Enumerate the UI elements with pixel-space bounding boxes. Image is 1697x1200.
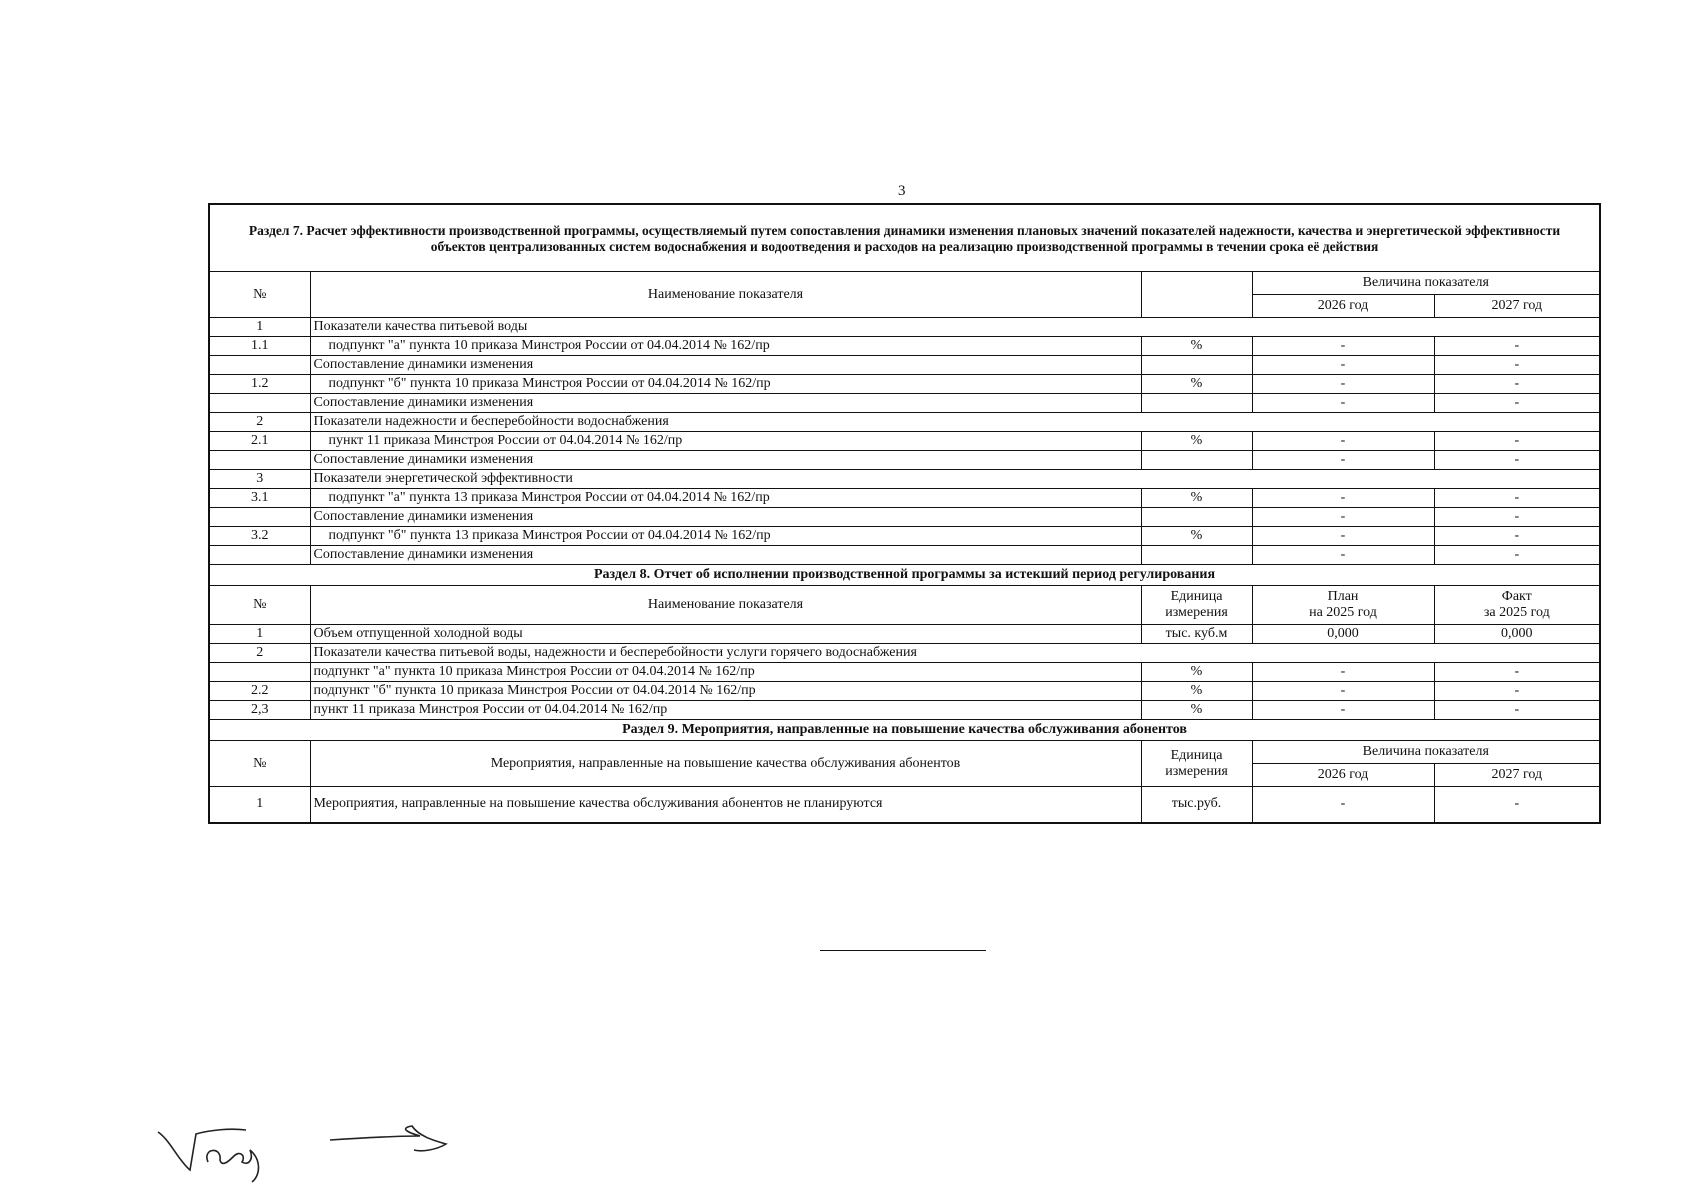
row-value-1: - [1252,375,1434,394]
row-value-2: - [1434,432,1600,451]
row-value-2: - [1434,527,1600,546]
table-row [209,432,1600,451]
section9-header-value: Величина показателя [1252,741,1600,764]
page-number: 3 [898,183,906,199]
row-value-1: - [1252,432,1434,451]
row-value-1: - [1252,356,1434,375]
table-row [209,701,1600,720]
section7-header-name: Наименование показателя [310,272,1141,318]
row-value-2: - [1434,489,1600,508]
row-value-1: - [1252,546,1434,565]
row-value-2: - [1434,682,1600,701]
row-value-1: - [1252,451,1434,470]
row-number: 1.1 [209,337,310,356]
row-number: 2 [209,413,310,432]
row-unit [1141,394,1252,413]
section8-header-fact-line2: за 2025 год [1483,605,1550,620]
row-value-2: - [1434,356,1600,375]
table-row [209,546,1600,565]
row-value-1: - [1252,337,1434,356]
row-unit: % [1141,375,1252,394]
row-name: Показатели качества питьевой воды, надежности и бесперебойности услуги горячего водоснабжения [310,644,1600,663]
section8-header-unit [1141,586,1252,625]
table-row [209,413,1600,432]
row-value-2: - [1434,787,1600,823]
row-name: Сопоставление динамики изменения [310,508,1141,527]
handwritten-signature [150,1110,470,1190]
report-table [208,203,1601,824]
section8-title: Раздел 8. Отчет об исполнении производственной программы за истекший период регулирования [209,565,1600,586]
section9-header-year2: 2027 год [1434,764,1600,787]
row-unit: % [1141,432,1252,451]
row-unit: тыс. куб.м [1141,625,1252,644]
row-unit: % [1141,682,1252,701]
section8-header-fact-line1: Факт [1501,589,1532,604]
row-number: 1 [209,787,310,823]
section8-header-unit-line1: Единица [1170,589,1223,604]
section9-rows [209,787,1600,823]
section8-rows [209,625,1600,720]
table-row [209,787,1600,823]
section8-header-unit-line2: измерения [1165,605,1228,620]
row-unit: % [1141,701,1252,720]
row-number: 3.1 [209,489,310,508]
row-name: Сопоставление динамики изменения [310,451,1141,470]
row-number: 2 [209,644,310,663]
section8-header-plan-line1: План [1327,589,1359,604]
row-name: Показатели энергетической эффективности [310,470,1600,489]
closing-line [820,950,986,951]
table-row [209,356,1600,375]
section9-header-year1: 2026 год [1252,764,1434,787]
table-row [209,682,1600,701]
row-name: подпункт "б" пункта 10 приказа Минстроя России от 04.04.2014 № 162/пр [310,375,1141,394]
row-value-2: 0,000 [1434,625,1600,644]
row-number: 1 [209,625,310,644]
row-number [209,546,310,565]
section8-header-num: № [209,586,310,625]
row-number [209,394,310,413]
row-unit: тыс.руб. [1141,787,1252,823]
section7-header-year2: 2027 год [1434,295,1600,318]
row-value-1: - [1252,701,1434,720]
row-name: подпункт "а" пункта 10 приказа Минстроя России от 04.04.2014 № 162/пр [310,663,1141,682]
row-value-1: - [1252,682,1434,701]
row-name: пункт 11 приказа Минстроя России от 04.04.2014 № 162/пр [310,432,1141,451]
section8-header-name: Наименование показателя [310,586,1141,625]
row-name: Сопоставление динамики изменения [310,356,1141,375]
row-value-2: - [1434,337,1600,356]
table-row [209,375,1600,394]
table-row [209,663,1600,682]
row-number: 1 [209,318,310,337]
row-value-1: 0,000 [1252,625,1434,644]
row-value-2: - [1434,451,1600,470]
table-row [209,337,1600,356]
row-number [209,356,310,375]
row-unit: % [1141,489,1252,508]
row-number [209,451,310,470]
row-unit [1141,508,1252,527]
row-value-2: - [1434,546,1600,565]
section9-header-name: Мероприятия, направленные на повышение качества обслуживания абонентов [310,741,1141,787]
row-name: пункт 11 приказа Минстроя России от 04.04.2014 № 162/пр [310,701,1141,720]
row-name: Показатели надежности и бесперебойности водоснабжения [310,413,1600,432]
section9-header-unit-line1: Единица [1170,747,1223,763]
row-name: Показатели качества питьевой воды [310,318,1600,337]
row-value-1: - [1252,663,1434,682]
section7-header-year1: 2026 год [1252,295,1434,318]
table-row [209,318,1600,337]
row-name: Сопоставление динамики изменения [310,546,1141,565]
row-value-2: - [1434,375,1600,394]
section7-header-value: Величина показателя [1252,272,1600,295]
section7-title: Раздел 7. Расчет эффективности производственной программы, осуществляемый путем сопоставления динамики изменения плановых значений показателей надежности, качества и энергетической эффективности объектов централизованных систем водоснабжения и водоотведения и расходов на реализацию производственной программы в течении срока её действия [209,204,1600,272]
table-row [209,489,1600,508]
table-row [209,508,1600,527]
section7-header-num: № [209,272,310,318]
row-number: 3.2 [209,527,310,546]
row-number: 2.1 [209,432,310,451]
row-number: 1.2 [209,375,310,394]
row-number: 2.2 [209,682,310,701]
table-row [209,470,1600,489]
row-value-1: - [1252,527,1434,546]
row-number: 2,3 [209,701,310,720]
section9-header-unit-line2: измерения [1165,763,1228,779]
row-unit [1141,451,1252,470]
row-value-2: - [1434,394,1600,413]
section9-header-unit [1141,741,1252,787]
table-row [209,394,1600,413]
section9-title: Раздел 9. Мероприятия, направленные на повышение качества обслуживания абонентов [209,720,1600,741]
row-name: подпункт "б" пункта 10 приказа Минстроя России от 04.04.2014 № 162/пр [310,682,1141,701]
row-number: 3 [209,470,310,489]
table-row [209,527,1600,546]
section9-header-num: № [209,741,310,787]
section8-header-plan-line2: на 2025 год [1309,605,1377,620]
row-value-2: - [1434,508,1600,527]
table-row [209,451,1600,470]
row-name: Объем отпущенной холодной воды [310,625,1141,644]
row-number [209,663,310,682]
row-unit: % [1141,663,1252,682]
section8-header-plan [1252,586,1434,625]
row-value-1: - [1252,489,1434,508]
row-value-1: - [1252,787,1434,823]
row-name: Сопоставление динамики изменения [310,394,1141,413]
row-unit: % [1141,527,1252,546]
table-row [209,644,1600,663]
row-value-1: - [1252,508,1434,527]
table-row [209,625,1600,644]
row-value-2: - [1434,663,1600,682]
row-unit: % [1141,337,1252,356]
section7-header-unit [1141,272,1252,318]
row-value-2: - [1434,701,1600,720]
row-number [209,508,310,527]
row-value-1: - [1252,394,1434,413]
row-unit [1141,356,1252,375]
row-unit [1141,546,1252,565]
section8-header-fact [1434,586,1600,625]
row-name: Мероприятия, направленные на повышение качества обслуживания абонентов не планируются [310,787,1141,823]
row-name: подпункт "а" пункта 13 приказа Минстроя России от 04.04.2014 № 162/пр [310,489,1141,508]
row-name: подпункт "а" пункта 10 приказа Минстроя России от 04.04.2014 № 162/пр [310,337,1141,356]
row-name: подпункт "б" пункта 13 приказа Минстроя России от 04.04.2014 № 162/пр [310,527,1141,546]
section7-rows [209,318,1600,565]
